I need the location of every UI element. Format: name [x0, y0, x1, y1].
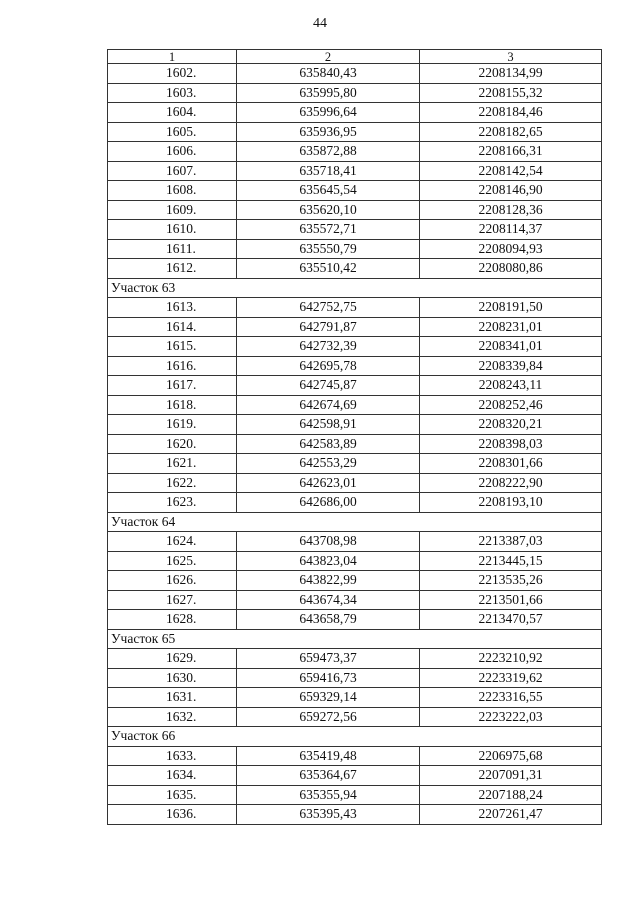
- table-row: [108, 571, 602, 591]
- y-coordinate-cell: 2208128,36: [420, 200, 602, 220]
- x-coordinate-cell: 635355,94: [237, 785, 420, 805]
- y-coordinate-cell: 2208146,90: [420, 181, 602, 201]
- section-row: [108, 278, 602, 298]
- page-number: 44: [313, 16, 327, 31]
- y-coordinate-cell: 2213535,26: [420, 571, 602, 591]
- point-number-cell: 1615.: [108, 337, 237, 357]
- point-number-cell: 1621.: [108, 454, 237, 474]
- x-coordinate-cell: 635572,71: [237, 220, 420, 240]
- table-row: [108, 239, 602, 259]
- table-row: [108, 649, 602, 669]
- x-coordinate-cell: 659416,73: [237, 668, 420, 688]
- section-title: Участок 63: [108, 278, 602, 298]
- table-row: [108, 337, 602, 357]
- table-row: [108, 122, 602, 142]
- y-coordinate-cell: 2207188,24: [420, 785, 602, 805]
- section-row: [108, 727, 602, 747]
- x-coordinate-cell: 635840,43: [237, 64, 420, 84]
- table-row: [108, 688, 602, 708]
- y-coordinate-cell: 2208222,90: [420, 473, 602, 493]
- x-coordinate-cell: 643822,99: [237, 571, 420, 591]
- x-coordinate-cell: 642732,39: [237, 337, 420, 357]
- point-number-cell: 1608.: [108, 181, 237, 201]
- y-coordinate-cell: 2208094,93: [420, 239, 602, 259]
- table-row: [108, 668, 602, 688]
- y-coordinate-cell: 2208142,54: [420, 161, 602, 181]
- y-coordinate-cell: 2213445,15: [420, 551, 602, 571]
- table-row: [108, 103, 602, 123]
- point-number-cell: 1626.: [108, 571, 237, 591]
- table-row: [108, 142, 602, 162]
- table-row: [108, 805, 602, 825]
- y-coordinate-cell: 2206975,68: [420, 746, 602, 766]
- y-coordinate-cell: 2208182,65: [420, 122, 602, 142]
- x-coordinate-cell: 643823,04: [237, 551, 420, 571]
- y-coordinate-cell: 2208231,01: [420, 317, 602, 337]
- table-header: [108, 50, 602, 64]
- x-coordinate-cell: 642598,91: [237, 415, 420, 435]
- table-row: [108, 161, 602, 181]
- y-coordinate-cell: 2223319,62: [420, 668, 602, 688]
- table-row: [108, 454, 602, 474]
- y-coordinate-cell: 2208398,03: [420, 434, 602, 454]
- y-coordinate-cell: 2223210,92: [420, 649, 602, 669]
- x-coordinate-cell: 635872,88: [237, 142, 420, 162]
- point-number-cell: 1622.: [108, 473, 237, 493]
- point-number-cell: 1628.: [108, 610, 237, 630]
- point-number-cell: 1604.: [108, 103, 237, 123]
- y-coordinate-cell: 2208339,84: [420, 356, 602, 376]
- x-coordinate-cell: 635996,64: [237, 103, 420, 123]
- y-coordinate-cell: 2207261,47: [420, 805, 602, 825]
- table-row: [108, 259, 602, 279]
- point-number-cell: 1609.: [108, 200, 237, 220]
- column-header-1: 1: [108, 50, 237, 64]
- x-coordinate-cell: 635645,54: [237, 181, 420, 201]
- y-coordinate-cell: 2208243,11: [420, 376, 602, 396]
- point-number-cell: 1634.: [108, 766, 237, 786]
- table-row: [108, 707, 602, 727]
- y-coordinate-cell: 2207091,31: [420, 766, 602, 786]
- x-coordinate-cell: 642752,75: [237, 298, 420, 318]
- point-number-cell: 1602.: [108, 64, 237, 84]
- point-number-cell: 1620.: [108, 434, 237, 454]
- point-number-cell: 1603.: [108, 83, 237, 103]
- x-coordinate-cell: 635718,41: [237, 161, 420, 181]
- x-coordinate-cell: 642674,69: [237, 395, 420, 415]
- x-coordinate-cell: 643658,79: [237, 610, 420, 630]
- section-row: [108, 629, 602, 649]
- point-number-cell: 1607.: [108, 161, 237, 181]
- y-coordinate-cell: 2208155,32: [420, 83, 602, 103]
- section-title: Участок 64: [108, 512, 602, 532]
- point-number-cell: 1619.: [108, 415, 237, 435]
- table-row: [108, 181, 602, 201]
- x-coordinate-cell: 642791,87: [237, 317, 420, 337]
- table-row: [108, 200, 602, 220]
- table-row: [108, 64, 602, 84]
- point-number-cell: 1613.: [108, 298, 237, 318]
- table-body: [108, 64, 602, 825]
- point-number-cell: 1624.: [108, 532, 237, 552]
- table-row: [108, 415, 602, 435]
- x-coordinate-cell: 642745,87: [237, 376, 420, 396]
- table-row: [108, 298, 602, 318]
- table-row: [108, 766, 602, 786]
- y-coordinate-cell: 2208252,46: [420, 395, 602, 415]
- y-coordinate-cell: 2208301,66: [420, 454, 602, 474]
- table-row: [108, 590, 602, 610]
- point-number-cell: 1614.: [108, 317, 237, 337]
- table-row: [108, 610, 602, 630]
- y-coordinate-cell: 2213387,03: [420, 532, 602, 552]
- point-number-cell: 1632.: [108, 707, 237, 727]
- x-coordinate-cell: 635995,80: [237, 83, 420, 103]
- point-number-cell: 1618.: [108, 395, 237, 415]
- x-coordinate-cell: 659329,14: [237, 688, 420, 708]
- y-coordinate-cell: 2213501,66: [420, 590, 602, 610]
- x-coordinate-cell: 642695,78: [237, 356, 420, 376]
- section-title: Участок 66: [108, 727, 602, 747]
- x-coordinate-cell: 659272,56: [237, 707, 420, 727]
- point-number-cell: 1605.: [108, 122, 237, 142]
- table-row: [108, 356, 602, 376]
- x-coordinate-cell: 635510,42: [237, 259, 420, 279]
- point-number-cell: 1630.: [108, 668, 237, 688]
- table-row: [108, 395, 602, 415]
- x-coordinate-cell: 635419,48: [237, 746, 420, 766]
- table-row: [108, 746, 602, 766]
- x-coordinate-cell: 635620,10: [237, 200, 420, 220]
- point-number-cell: 1623.: [108, 493, 237, 513]
- header-row: [108, 50, 602, 64]
- section-title: Участок 65: [108, 629, 602, 649]
- x-coordinate-cell: 635550,79: [237, 239, 420, 259]
- point-number-cell: 1617.: [108, 376, 237, 396]
- table-row: [108, 551, 602, 571]
- point-number-cell: 1633.: [108, 746, 237, 766]
- point-number-cell: 1636.: [108, 805, 237, 825]
- point-number-cell: 1611.: [108, 239, 237, 259]
- point-number-cell: 1635.: [108, 785, 237, 805]
- y-coordinate-cell: 2223316,55: [420, 688, 602, 708]
- table-row: [108, 473, 602, 493]
- y-coordinate-cell: 2223222,03: [420, 707, 602, 727]
- table-row: [108, 220, 602, 240]
- point-number-cell: 1616.: [108, 356, 237, 376]
- x-coordinate-cell: 635395,43: [237, 805, 420, 825]
- x-coordinate-cell: 642583,89: [237, 434, 420, 454]
- section-row: [108, 512, 602, 532]
- coordinates-table: [107, 49, 602, 825]
- y-coordinate-cell: 2208114,37: [420, 220, 602, 240]
- point-number-cell: 1629.: [108, 649, 237, 669]
- table-row: [108, 493, 602, 513]
- table-row: [108, 83, 602, 103]
- table-row: [108, 317, 602, 337]
- y-coordinate-cell: 2208134,99: [420, 64, 602, 84]
- point-number-cell: 1625.: [108, 551, 237, 571]
- point-number-cell: 1612.: [108, 259, 237, 279]
- column-header-2: 2: [237, 50, 420, 64]
- point-number-cell: 1631.: [108, 688, 237, 708]
- y-coordinate-cell: 2208193,10: [420, 493, 602, 513]
- x-coordinate-cell: 659473,37: [237, 649, 420, 669]
- y-coordinate-cell: 2208191,50: [420, 298, 602, 318]
- table-row: [108, 785, 602, 805]
- x-coordinate-cell: 643674,34: [237, 590, 420, 610]
- y-coordinate-cell: 2208341,01: [420, 337, 602, 357]
- point-number-cell: 1627.: [108, 590, 237, 610]
- x-coordinate-cell: 643708,98: [237, 532, 420, 552]
- x-coordinate-cell: 635364,67: [237, 766, 420, 786]
- x-coordinate-cell: 642623,01: [237, 473, 420, 493]
- column-header-3: 3: [420, 50, 602, 64]
- x-coordinate-cell: 635936,95: [237, 122, 420, 142]
- x-coordinate-cell: 642686,00: [237, 493, 420, 513]
- table-row: [108, 434, 602, 454]
- point-number-cell: 1610.: [108, 220, 237, 240]
- y-coordinate-cell: 2208320,21: [420, 415, 602, 435]
- y-coordinate-cell: 2208166,31: [420, 142, 602, 162]
- x-coordinate-cell: 642553,29: [237, 454, 420, 474]
- y-coordinate-cell: 2208080,86: [420, 259, 602, 279]
- y-coordinate-cell: 2213470,57: [420, 610, 602, 630]
- table-row: [108, 376, 602, 396]
- y-coordinate-cell: 2208184,46: [420, 103, 602, 123]
- point-number-cell: 1606.: [108, 142, 237, 162]
- table-row: [108, 532, 602, 552]
